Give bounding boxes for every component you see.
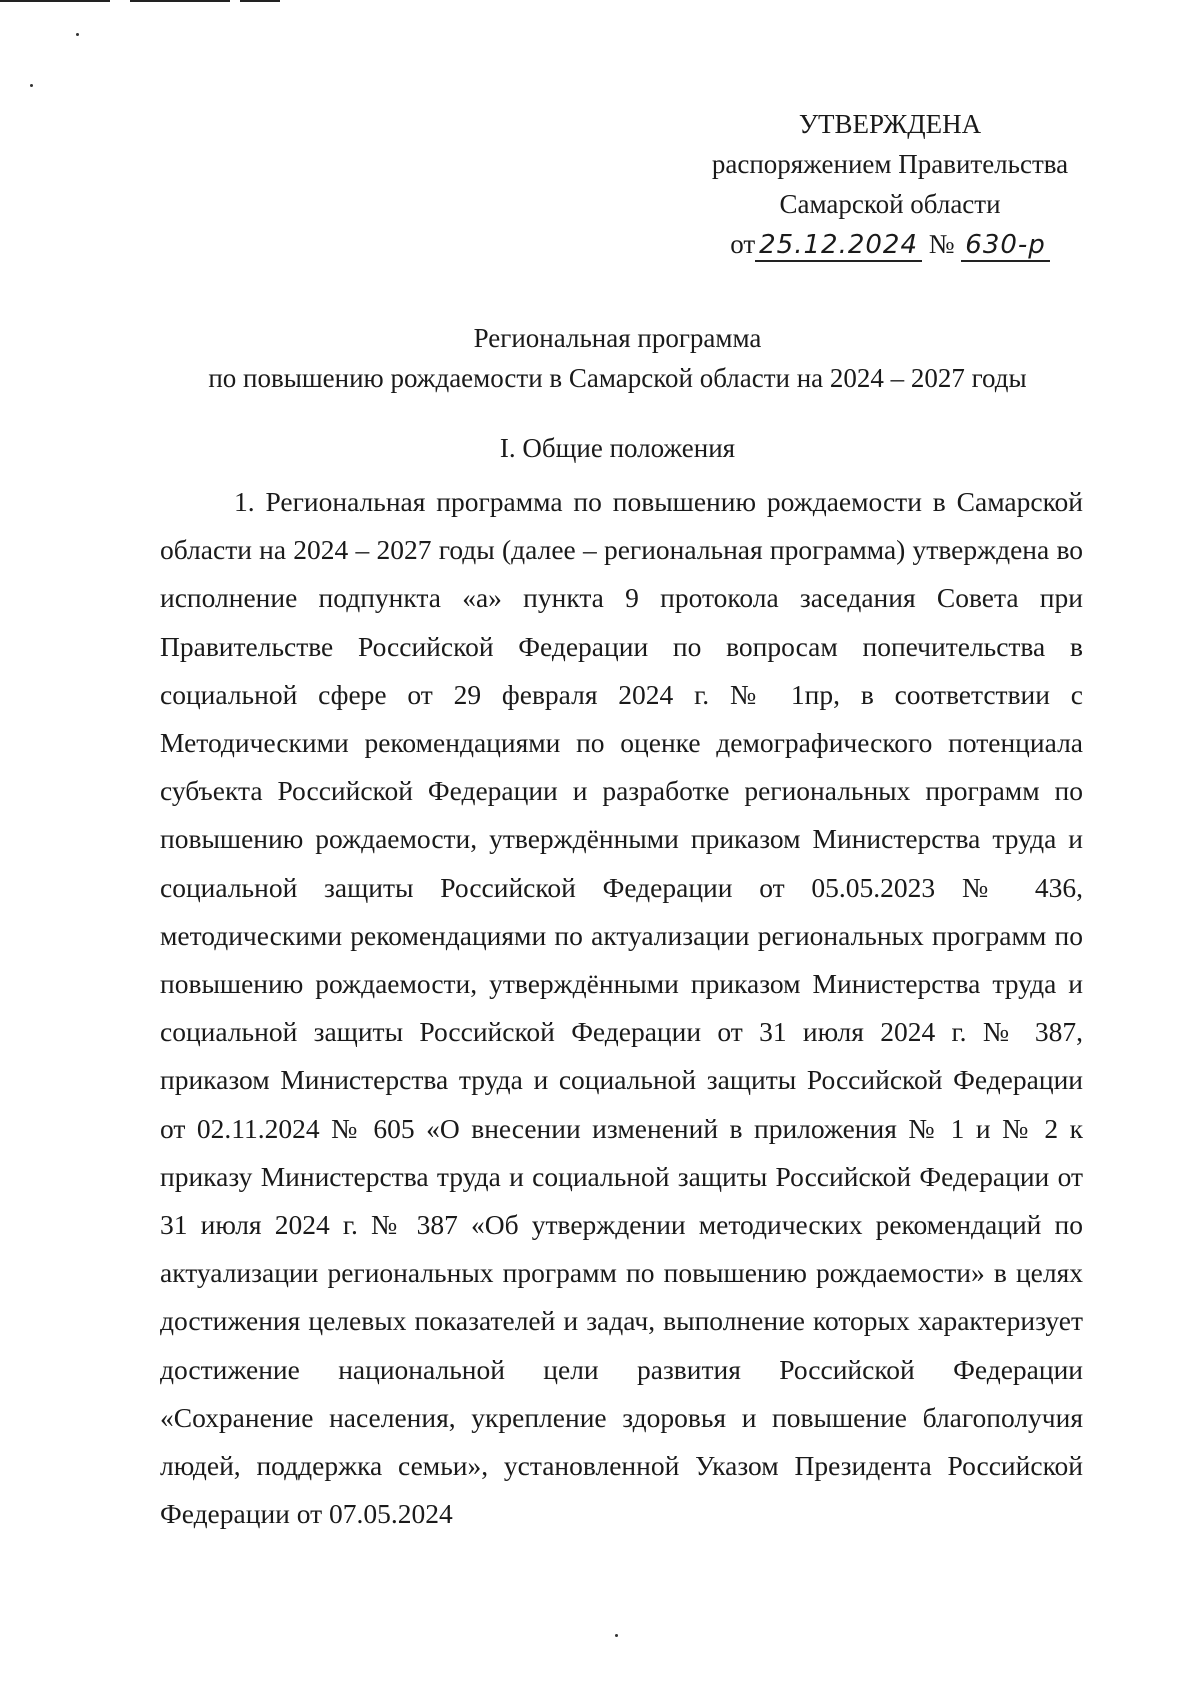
approval-block xyxy=(680,104,1100,264)
title-line-1: Региональная программа xyxy=(473,323,762,353)
approval-date-number xyxy=(680,224,1100,264)
handwritten-number: 630-р xyxy=(961,230,1050,262)
scan-speck xyxy=(76,33,79,36)
section-heading: I. Общие положения xyxy=(499,433,736,463)
date-prefix: от xyxy=(730,229,756,259)
scan-speck xyxy=(615,1634,618,1637)
approval-issuer: распоряжением Правительства xyxy=(711,149,1069,179)
approval-region: Самарской области xyxy=(779,189,1001,219)
handwritten-date: 25.12.2024 xyxy=(755,230,922,262)
paragraph-1: 1. Региональная программа по повышению рождаемости в Самарской области на 2024 – 2027 годы (далее – региональная программа) утверждена во исполнение подпункта «а» пункта 9 протокола заседания Совета при Правительстве Российской Федерации по вопросам попечительства в социальной сфере от 29 февраля 2024 г. № 1пр, в соответствии с Методическими рекомендациями по оценке демографического потенциала субъекта Российской Федерации и разработке региональных программ по повышению рождаемости, утверждёнными приказом Министерства труда и социальной защиты Российской Федерации от 05.05.2023 № 436, методическими рекомендациями по актуализации региональных программ по повышению рождаемости, утверждёнными приказом Министерства труда и социальной защиты Российской Федерации от 31 июля 2024 г. № 387, приказом Министерства труда и социальной защиты Российской Федерации от 02.11.2024 № 605 «О внесении изменений в приложения № 1 и № 2 к приказу Министерства труда и социальной защиты Российской Федерации от 31 июля 2024 г. № 387 «Об утверждении методических рекомендаций по актуализации региональных программ по повышению рождаемости» в целях достижения целевых показателей и задач, выполнение которых характеризует достижение национальной цели развития Российской Федерации «Сохранение населения, укрепление здоровья и повышение благополучия людей, поддержка семьи», установленной Указом Президента Российской Федерации от 07.05.2024 xyxy=(160,486,1083,1530)
approval-heading: УТВЕРЖДЕНА xyxy=(798,109,982,139)
scan-edge-mark xyxy=(240,0,280,2)
scan-edge-mark xyxy=(0,0,110,2)
title-line-2: по повышению рождаемости в Самарской области на 2024 – 2027 годы xyxy=(208,363,1027,393)
scan-speck xyxy=(30,84,33,87)
document-title xyxy=(150,318,1085,398)
number-prefix: № xyxy=(928,229,955,259)
scan-edge-mark xyxy=(130,0,230,2)
